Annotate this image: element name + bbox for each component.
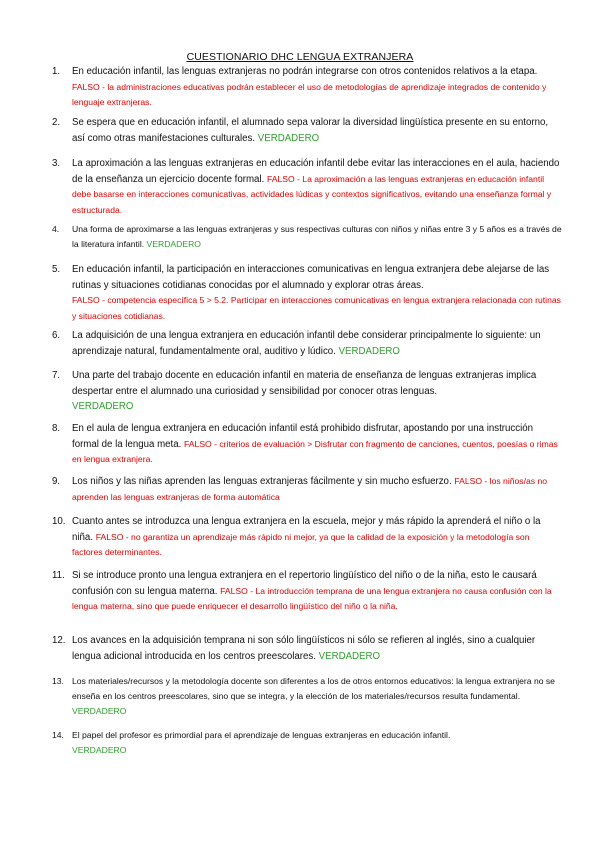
answer-false: FALSO - la administraciones educativas podrán establecer el uso de metodologías de aprendizaje integrados de contenido y lenguaje extranjeras. (72, 81, 547, 107)
answer-true: VERDADERO (72, 745, 127, 755)
question-item (52, 421, 562, 468)
answer-false: FALSO - competencia específica 5 > 5.2. Participar en interacciones comunicativas en lengua extranjera relacionada con rutinas y situaciones cotidianas. (72, 295, 561, 321)
question-statement: En educación infantil, la participación en interacciones comunicativas en lengua extranjera debe alejarse de las rutinas y situaciones cotidianas conocidas por el alumnado y explorar otras áreas. (72, 264, 550, 291)
question-statement: En el aula de lengua extranjera en educación infantil está prohibido disfrutar, apostando por una instrucción formal de la lengua meta. (72, 423, 534, 450)
question-number: 12. (52, 635, 66, 646)
answer-false: FALSO - no garantiza un aprendizaje más rápido ni mejor, ya que la calidad de la exposición y la metodología son factores determinantes. (72, 531, 530, 557)
question-number: 7. (52, 370, 61, 381)
question-item (52, 674, 562, 719)
question-statement: En educación infantil, las lenguas extranjeras no podrán integrarse con otros contenidos relativos a la etapa. (72, 66, 538, 77)
answer-true: VERDADERO (72, 706, 127, 716)
question-statement: Los avances en la adquisición temprana ni son sólo lingüísticos ni sólo se refieren al inglés, sino a cualquier lengua adicional introducida en los centros preescolares. (72, 635, 536, 662)
question-item (52, 156, 562, 218)
question-item (52, 64, 562, 111)
question-statement: El papel del profesor es primordial para el aprendizaje de lenguas extranjeras en educación infantil. (72, 730, 451, 740)
question-number: 8. (52, 423, 61, 434)
answer-true: VERDADERO (318, 650, 381, 662)
question-statement: La aproximación a las lenguas extranjeras en educación infantil debe evitar las interacciones en el aula, haciendo de la enseñanza un ejercicio docente formal. (72, 158, 560, 185)
question-statement: Los materiales/recursos y la metodología docente son diferentes a los de otros entornos educativos: la lengua extranjera no se enseña en los centros preescolares, sino que se integra, y la elección de los materiales/recursos resulta fundamental. (72, 676, 555, 701)
question-number: 5. (52, 264, 61, 275)
document-title: CUESTIONARIO DHC LENGUA EXTRANJERA (186, 51, 414, 63)
answer-true: VERDADERO (338, 345, 400, 357)
question-number: 9. (52, 476, 61, 487)
answer-false: FALSO - criterios de evaluación > Disfrutar con fragmento de canciones, cuentos, poesías o rimas en lengua extranjera. (72, 438, 558, 464)
question-statement: Los niños y las niñas aprenden las lenguas extranjeras fácilmente y sin mucho esfuerzo. (72, 476, 452, 487)
question-item (52, 115, 562, 146)
question-item (52, 368, 562, 415)
answer-true: VERDADERO (72, 401, 134, 412)
question-item (52, 633, 562, 664)
question-item (52, 514, 562, 561)
answer-true: VERDADERO (146, 239, 201, 249)
question-statement: Una parte del trabajo docente en educación infantil en materia de enseñanza de lenguas extranjeras implica despertar entre el alumnado una curiosidad y sensibilidad por conocer otras lenguas. (72, 370, 537, 397)
question-number: 3. (52, 158, 61, 169)
answer-false: FALSO - los niños/as no aprenden las lenguas extranjeras de forma automática (72, 476, 548, 502)
question-item (52, 568, 562, 615)
question-statement: Si se introduce pronto una lengua extranjera en el repertorio lingüístico del niño o de la niña, esto le causará confusión con su lengua materna. (72, 570, 537, 597)
question-item (52, 222, 562, 252)
answer-false: FALSO - La introducción temprana de una lengua extranjera no causa confusión con la lengua materna, sino que puede enriquecer el desarrollo lingüístico del niño o la niña. (72, 585, 552, 611)
question-number: 2. (52, 117, 61, 128)
question-item (52, 328, 562, 359)
question-number: 11. (52, 570, 65, 581)
question-statement: Una forma de aproximarse a las lenguas extranjeras y sus respectivas culturas con niños y niñas entre 3 y 5 años es a través de la literatura infantil. (72, 224, 562, 249)
answer-false: FALSO - La aproximación a las lenguas extranjeras en educación infantil debe basarse en interacciones comunicativas, actividades lúdicas y contextos significativos, evitando una enseñanza formal y estructurada. (72, 173, 552, 215)
question-item (52, 474, 562, 505)
question-number: 6. (52, 330, 61, 341)
question-statement: La adquisición de una lengua extranjera en educación infantil debe considerar principalmente lo siguiente: un aprendizaje natural, fundamentalmente oral, auditivo y lúdico. (72, 330, 541, 357)
question-number: 14. (52, 730, 64, 740)
question-number: 13. (52, 676, 64, 686)
question-statement: Se espera que en educación infantil, el alumnado sepa valorar la diversidad lingüística presente en su entorno, así como otras manifestaciones culturales. (72, 117, 549, 144)
question-item (52, 262, 562, 324)
question-number: 4. (52, 224, 60, 234)
answer-true: VERDADERO (257, 132, 320, 144)
question-statement: Cuanto antes se introduzca una lengua extranjera en la escuela, mejor y más rápido la aprenderá el niño o la niña. (72, 516, 541, 543)
question-item (52, 728, 562, 758)
question-number: 10. (52, 516, 66, 527)
question-number: 1. (52, 66, 61, 77)
